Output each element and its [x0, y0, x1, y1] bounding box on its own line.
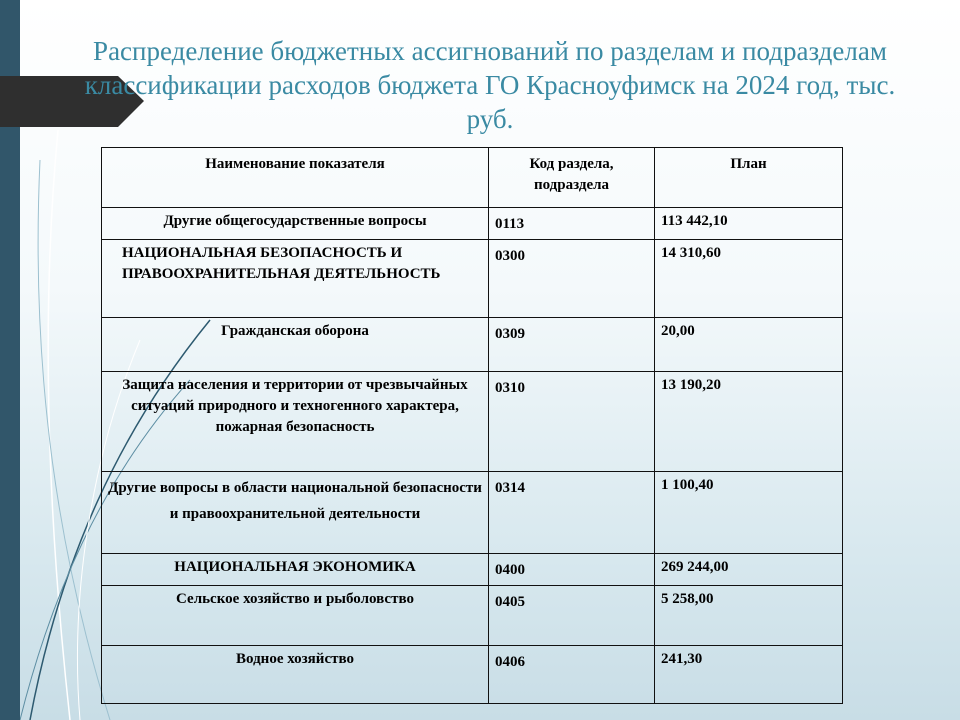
- slide-title: Распределение бюджетных ассигнований по разделам и подразделам классификации расходов бюджета ГО Красноуфимск на 2024 год, тыс. руб.: [84, 36, 896, 134]
- row-plan: 113 442,10: [655, 208, 843, 240]
- row-plan: 20,00: [655, 318, 843, 372]
- budget-table: [101, 147, 843, 704]
- row-name: НАЦИОНАЛЬНАЯ ЭКОНОМИКА: [102, 554, 489, 586]
- row-plan: 269 244,00: [655, 554, 843, 586]
- row-code: 0309: [489, 318, 655, 372]
- row-name: Сельское хозяйство и рыболовство: [102, 586, 489, 646]
- table-row: [102, 646, 843, 704]
- row-plan: 13 190,20: [655, 372, 843, 472]
- row-plan: 5 258,00: [655, 586, 843, 646]
- row-code: 0113: [489, 208, 655, 240]
- header-plan: План: [655, 148, 843, 208]
- row-plan: 1 100,40: [655, 472, 843, 554]
- table-row: [102, 208, 843, 240]
- row-code: 0314: [489, 472, 655, 554]
- row-plan: 14 310,60: [655, 240, 843, 318]
- row-code: 0405: [489, 586, 655, 646]
- header-code: Код раздела, подраздела: [489, 148, 655, 208]
- row-name: НАЦИОНАЛЬНАЯ БЕЗОПАСНОСТЬ И ПРАВООХРАНИТЕЛЬНАЯ ДЕЯТЕЛЬНОСТЬ: [102, 240, 489, 318]
- row-name: Защита населения и территории от чрезвычайных ситуаций природного и техногенного характера, пожарная безопасность: [102, 372, 489, 472]
- table-row: [102, 586, 843, 646]
- row-plan: 241,30: [655, 646, 843, 704]
- row-code: 0400: [489, 554, 655, 586]
- table-row: [102, 554, 843, 586]
- table-row: [102, 318, 843, 372]
- table-row: [102, 240, 843, 318]
- row-name: Гражданская оборона: [102, 318, 489, 372]
- row-code: 0300: [489, 240, 655, 318]
- row-code: 0406: [489, 646, 655, 704]
- row-name: Водное хозяйство: [102, 646, 489, 704]
- table-header-row: [102, 148, 843, 208]
- header-name: Наименование показателя: [102, 148, 489, 208]
- table-row: [102, 472, 843, 554]
- table-row: [102, 372, 843, 472]
- row-name: Другие общегосударственные вопросы: [102, 208, 489, 240]
- row-name: Другие вопросы в области национальной безопасности и правоохранительной деятельности: [102, 472, 489, 554]
- row-code: 0310: [489, 372, 655, 472]
